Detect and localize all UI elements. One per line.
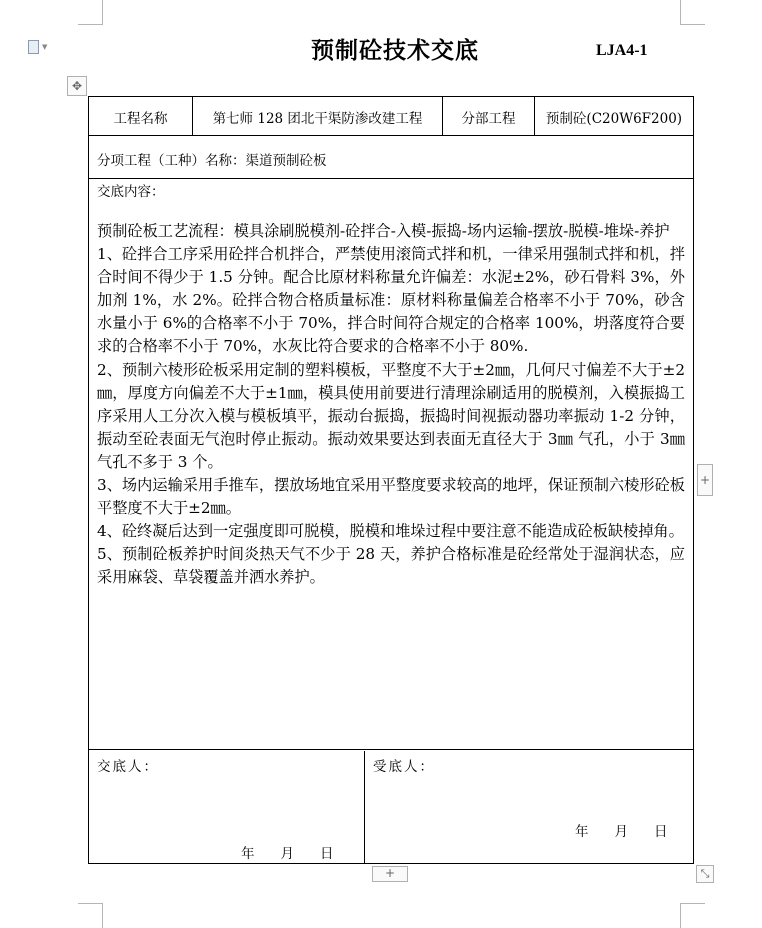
content-body[interactable] (97, 220, 685, 590)
project-name-value[interactable]: 第七师 128 团北干渠防渗改建工程 (193, 97, 443, 135)
receiver-date (575, 820, 668, 840)
discloser-cell[interactable] (89, 751, 365, 863)
content-paragraph: 5、预制砼板养护时间炎热天气不少于 28 天，养护合格标准是砼经常处于湿润状态，应采用麻袋、草袋覆盖并洒水养护。 (97, 545, 685, 587)
content-paragraph: 预制砼板工艺流程：模具涂刷脱模剂-砼拌合-入模-振捣-场内运输-摆放-脱模-堆垛-养护 (97, 222, 670, 240)
header-row (89, 97, 693, 136)
page-icon (28, 40, 39, 54)
date-year: 年 (575, 824, 589, 840)
date-day: 日 (320, 846, 334, 862)
page-corner-mark-bottom-right (680, 903, 705, 928)
date-month: 月 (280, 846, 294, 862)
add-row-button[interactable]: + (372, 866, 408, 882)
content-cell[interactable] (89, 180, 693, 750)
page-corner-mark-bottom-left (78, 903, 103, 928)
content-paragraph: 4、砼终凝后达到一定强度即可脱模，脱模和堆垛过程中要注意不能造成砼板缺棱掉角。 (97, 522, 684, 541)
disclosure-table (88, 96, 694, 864)
receiver-label: 受底人： (373, 759, 435, 775)
content-paragraph: 2、预制六棱形砼板采用定制的塑料模板，平整度不大于±2㎜，几何尺寸偏差不大于±2㎜，厚度方向偏差不大于±1㎜，模具使用前要进行清理涂刷适用的脱模剂，入模振捣工序采用人工分次入模与模板填平，振动台振捣，振捣时间视振动器功率振动 1-2 分钟，振动至砼表面无气泡时停止振动。振动效果要达到表面无直径大于 3㎜ 气孔，小于 3㎜ 气孔不多于 3 个。 (97, 360, 685, 471)
division-value[interactable]: 预制砼(C20W6F200) (545, 111, 683, 127)
page-corner-mark-top-right (680, 0, 705, 25)
content-label: 交底内容： (97, 184, 165, 200)
page-title: 预制砼技术交底 (311, 38, 479, 64)
table-resize-handle-icon[interactable]: ⤡ (696, 865, 714, 883)
date-day: 日 (654, 824, 668, 840)
document-icon[interactable] (28, 40, 50, 54)
subitem-row[interactable]: 分项工程（工种）名称：渠道预制砼板 (89, 135, 693, 179)
discloser-label: 交底人： (97, 759, 159, 775)
table-move-handle-icon[interactable]: ✥ (67, 76, 87, 96)
document-code: LJA4-1 (596, 42, 648, 59)
receiver-cell[interactable] (365, 751, 693, 863)
discloser-date (241, 842, 334, 862)
project-name-label: 工程名称 (89, 97, 193, 135)
signature-row (89, 751, 693, 863)
chevron-down-icon: ▼ (42, 43, 48, 51)
date-year: 年 (241, 846, 255, 862)
add-column-button[interactable]: + (697, 464, 713, 496)
content-paragraph: 3、场内运输采用手推车，摆放场地宜采用平整度要求较高的地坪，保证预制六棱形砼板平整度不大于±2㎜。 (97, 476, 685, 518)
date-month: 月 (614, 824, 628, 840)
division-label: 分部工程 (443, 97, 535, 135)
content-paragraph: 1、砼拌合工序采用砼拌合机拌合，严禁使用滚筒式拌和机，一律采用强制式拌和机，拌合时间不得少于 1.5 分钟。配合比原材料称量允许偏差：水泥±2%，砂石骨料 3%，外加剂 1%，水 2%。砼拌合物合格质量标准：原材料称量偏差合格率不小于 70%，砂含水量小于 6%的合格率不小于 70%，拌合时间符合规定的合格率 100%，坍落度符合要求的合格率不小于 70%，水灰比符合要求的合格率不小于 80%. (97, 245, 685, 356)
page-corner-mark-top-left (78, 0, 103, 25)
